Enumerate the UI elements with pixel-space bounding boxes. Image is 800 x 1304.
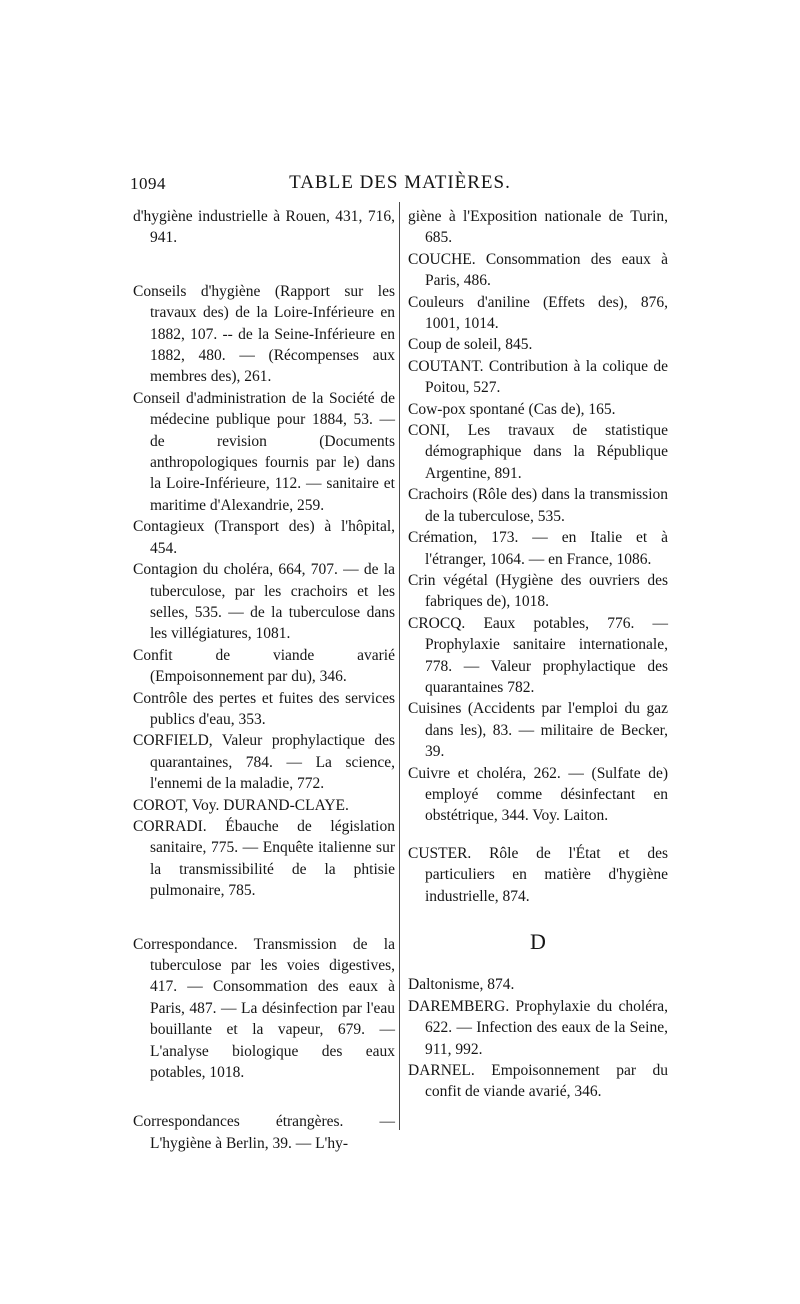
index-entry: CROCQ. Eaux potables, 776. — Prophylaxie sanitaire internationale, 778. — Valeur prophylactique des quarantaines 782. — [408, 614, 668, 696]
index-entry: Cow-pox spontané (Cas de), 165. — [408, 400, 616, 418]
index-entry: Coup de soleil, 845. — [408, 336, 533, 354]
page-number: 1094 — [130, 174, 166, 193]
index-entry: Daltonisme, 874. — [408, 976, 515, 994]
index-entry: COUCHE. Consommation des eaux à Paris, 486. — [408, 250, 668, 290]
index-entry: CONI, Les travaux de statistique démographique dans la République Argentine, 891. — [408, 422, 668, 482]
index-entry: Cuivre et choléra, 262. — (Sulfate de) employé comme désinfectant en obstétrique, 344. Voy. Laiton. — [408, 764, 668, 825]
index-entry: Crin végétal (Hygiène des ouvriers des fabriques de), 1018. — [408, 571, 668, 611]
index-entry: Contagion du choléra, 664, 707. — de la tuberculose, par les crachoirs et les selles, 535. — de la tuberculose dans les villégiatures, 1081. — [133, 561, 395, 643]
index-entry: CORRADI. Ébauche de législation sanitaire, 775. — Enquête italienne sur la transmissibilité de la phtisie pulmonaire, 785. — [133, 817, 395, 900]
index-entry: Contagieux (Transport des) à l'hôpital, 454. — [133, 518, 395, 557]
index-entry: COUTANT. Contribution à la colique de Poitou, 527. — [408, 357, 668, 397]
column-rule — [399, 202, 400, 1130]
index-entry: Cuisines (Accidents par l'emploi du gaz dans les), 83. — militaire de Becker, 39. — [408, 700, 668, 761]
index-entry: Correspondance. Transmission de la tuberculose par les voies digestives, 417. — Consommation des eaux à Paris, 487. — La désinfection par l'eau bouillante et la vapeur, 679. — L'analyse biologique des eaux potables, 1018. — [133, 935, 395, 1082]
index-entry: d'hygiène industrielle à Rouen, 431, 716, 941. — [133, 208, 395, 247]
index-entry: Crémation, 173. — en Italie et à l'étranger, 1064. — en France, 1086. — [408, 529, 668, 568]
index-entry: Correspondances étrangères. — L'hygiène à Berlin, 39. — L'hy- — [133, 1113, 395, 1152]
left-column — [133, 206, 395, 1154]
index-entry: CUSTER. Rôle de l'État et des particuliers en matière d'hygiène industrielle, 874. — [408, 844, 668, 905]
index-entry: Contrôle des pertes et fuites des services publics d'eau, 353. — [133, 689, 395, 728]
index-entry: DARNEL. Empoisonnement par du confit de viande avarié, 346. — [408, 1062, 668, 1101]
index-entry: CORFIELD, Valeur prophylactique des quarantaines, 784. — La science, l'ennemi de la maladie, 772. — [133, 732, 395, 793]
section-letter: D — [530, 929, 546, 954]
index-entry: Conseils d'hygiène (Rapport sur les travaux des) de la Loire-Inférieure en 1882, 107. -- de la Seine-Inférieure en 1882, 480. — (Récompenses aux membres des), 261. — [133, 282, 395, 386]
index-entry: DAREMBERG. Prophylaxie du choléra, 622. — Infection des eaux de la Seine, 911, 992. — [408, 997, 668, 1058]
page-title: TABLE DES MATIÈRES. — [289, 172, 511, 193]
index-entry: Confit de viande avarié (Empoisonnement par du), 346. — [133, 646, 395, 686]
right-column — [408, 206, 668, 1103]
index-entry: COROT, Voy. DURAND-CLAYE. — [133, 796, 349, 814]
index-entry: Conseil d'administration de la Société de médecine publique pour 1884, 53. — de revision (Documents anthropologiques fournis par le) dans la Loire-Inférieure, 112. — sanitaire et maritime d'Alexandrie, 259. — [133, 389, 395, 514]
index-entry: Couleurs d'aniline (Effets des), 876, 1001, 1014. — [408, 293, 668, 333]
index-entry: giène à l'Exposition nationale de Turin, 685. — [408, 208, 668, 247]
index-entry: Crachoirs (Rôle des) dans la transmission de la tuberculose, 535. — [408, 486, 668, 525]
